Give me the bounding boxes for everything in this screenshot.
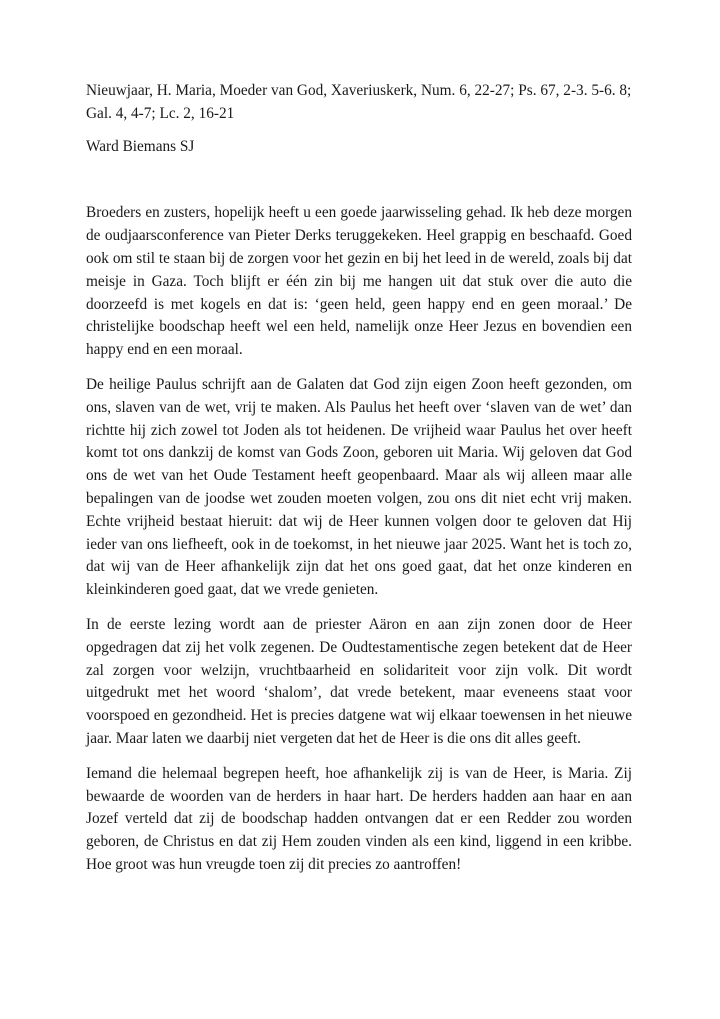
paragraph-3: In de eerste lezing wordt aan de priester Aäron en aan zijn zonen door de Heer opgedragen dat zij het volk zegenen. De Oudtestamentische zegen betekent dat de Heer zal zorgen voor welzijn, vruchtbaarheid en solidariteit voor zijn volk. Dit wordt uitgedrukt met het woord ‘shalom’, dat vrede betekent, maar eveneens staat voor voorspoed en gezondheid. Het is precies datgene wat wij elkaar toewensen in het nieuwe jaar. Maar laten we daarbij niet vergeten dat het de Heer is die ons dit alles geeft. [86, 615, 632, 747]
paragraph-2: De heilige Paulus schrijft aan de Galaten dat God zijn eigen Zoon heeft gezonden, om ons, slaven van de wet, vrij te maken. Als Paulus het heeft over ‘slaven van de wet’ dan richtte hij zich zowel tot Joden als tot heidenen. De vrijheid waar Paulus het over heeft komt tot ons dankzij de komst van Gods Zoon, geboren uit Maria. Wij geloven dat God ons de wet van het Oude Testament heeft geopenbaard. Maar als wij alleen maar alle bepalingen van de joodse wet zouden moeten volgen, zou ons dit niet echt vrij maken. Echte vrijheid bestaat hieruit: dat wij de Heer kunnen volgen door te geloven dat Hij ieder van ons liefheeft, ook in de toekomst, in het nieuwe jaar 2025. Want het is toch zo, dat wij van de Heer afhankelijk zijn dat het ons goed gaat, dat het onze kinderen en kleinkinderen goed gaat, dat we vrede genieten. [86, 375, 632, 599]
document-author: Ward Biemans SJ [86, 137, 195, 155]
document-page [86, 80, 632, 889]
paragraph-1: Broeders en zusters, hopelijk heeft u een goede jaarwisseling gehad. Ik heb deze morgen de oudjaarsconference van Pieter Derks teruggekeken. Heel grappig en beschaafd. Goed ook om stil te staan bij de zorgen voor het gezin en bij het leed in de wereld, zoals bij dat meisje in Gaza. Toch blijft er één zin bij me hangen uit dat stuk over die auto die doorzeefd is met kogels en dat is: ‘geen held, geen happy end en geen moraal.’ De christelijke boodschap heeft wel een held, namelijk onze Heer Jezus en bovendien een happy end en een moraal. [86, 204, 632, 359]
document-heading: Nieuwjaar, H. Maria, Moeder van God, Xaveriuskerk, Num. 6, 22-27; Ps. 67, 2-3. 5-6. 8; Gal. 4, 4-7; Lc. 2, 16-21 [86, 82, 632, 122]
paragraph-4: Iemand die helemaal begrepen heeft, hoe afhankelijk zij is van de Heer, is Maria. Zij bewaarde de woorden van de herders in haar hart. De herders hadden aan haar en aan Jozef verteld dat zij de boodschap hadden ontvangen dat er een Redder zou worden geboren, de Christus en dat zij Hem zouden vinden als een kind, liggend in een kribbe. Hoe groot was hun vreugde toen zij dit precies zo aantroffen! [86, 764, 632, 873]
